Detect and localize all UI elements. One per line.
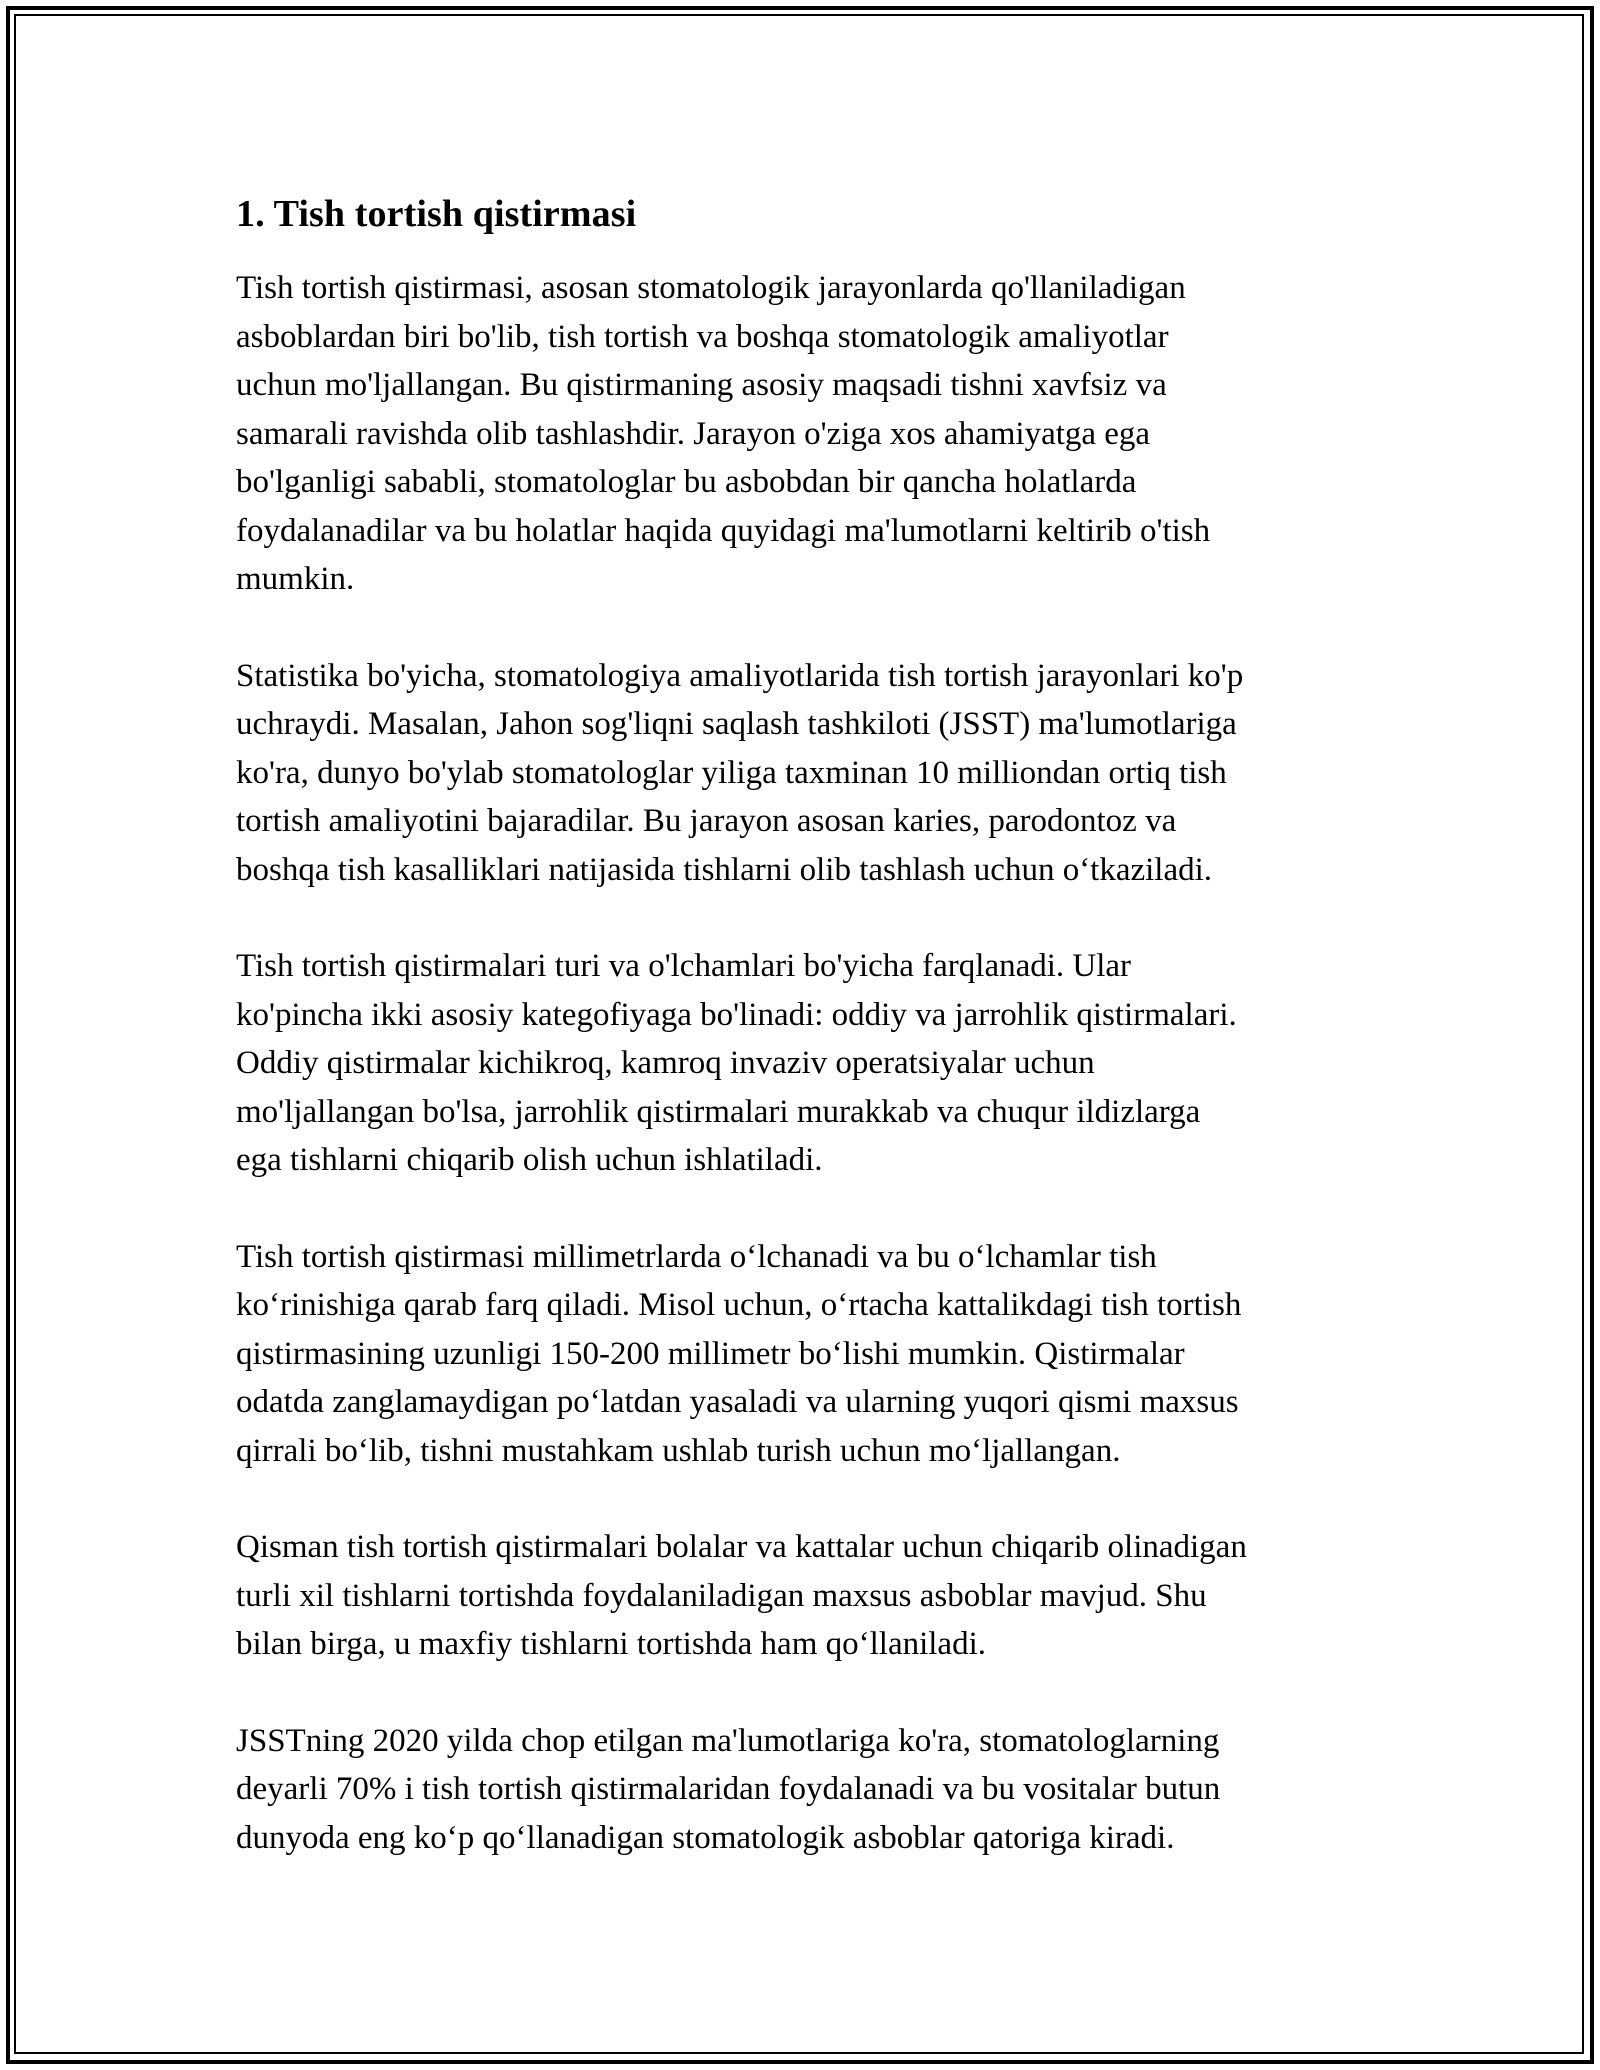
paragraph-line: bo'lganligi sababli, stomatologlar bu asbobdan bir qancha holatlarda <box>236 464 1137 500</box>
section-heading: 1. Tish tortish qistirmasi <box>236 193 637 235</box>
paragraph-line: mo'ljallangan bo'lsa, jarrohlik qistirmalari murakkab va chuqur ildizlarga <box>236 1093 1201 1130</box>
paragraph-line: ko'ra, dunyo bo'ylab stomatologlar yiliga taxminan 10 milliondan ortiq tish <box>236 754 1227 791</box>
paragraph-line: asboblardan biri bo'lib, tish tortish va boshqa stomatologik amaliyotlar <box>236 318 1169 355</box>
paragraph-line: boshqa tish kasalliklari natijasida tishlarni olib tashlash uchun oʻtkaziladi. <box>236 851 1213 888</box>
paragraph-line: uchraydi. Masalan, Jahon sog'liqni saqlash tashkiloti (JSST) ma'lumotlariga <box>236 706 1237 742</box>
paragraph-line: qirrali boʻlib, tishni mustahkam ushlab turish uchun moʻljallangan. <box>236 1432 1121 1469</box>
paragraph-line: foydalanadilar va bu holatlar haqida quyidagi ma'lumotlarni keltirib o'tish <box>236 512 1211 549</box>
paragraph <box>236 942 1366 1185</box>
paragraph <box>236 1523 1366 1669</box>
paragraph-line: dunyoda eng koʻp qoʻllanadigan stomatologik asboblar qatoriga kiradi. <box>236 1819 1175 1856</box>
paragraph-line: Statistika bo'yicha, stomatologiya amaliyotlarida tish tortish jarayonlari ko'p <box>236 657 1244 694</box>
paragraph <box>236 1717 1366 1863</box>
paragraph-line: qistirmasining uzunligi 150-200 millimetr boʻlishi mumkin. Qistirmalar <box>236 1335 1185 1372</box>
paragraph-line: Tish tortish qistirmalari turi va o'lchamlari bo'yicha farqlanadi. Ular <box>236 948 1132 984</box>
paragraph <box>236 1233 1366 1476</box>
document-body <box>236 188 1366 1910</box>
paragraph-line: Qisman tish tortish qistirmalari bolalar va kattalar uchun chiqarib olinadigan <box>236 1529 1247 1565</box>
paragraph-line: tortish amaliyotini bajaradilar. Bu jarayon asosan karies, parodontoz va <box>236 803 1177 839</box>
paragraph-line: Oddiy qistirmalar kichikroq, kamroq invaziv operatsiyalar uchun <box>236 1045 1095 1081</box>
paragraph-line: koʻrinishiga qarab farq qiladi. Misol uchun, oʻrtacha kattalikdagi tish tortish <box>236 1287 1242 1323</box>
paragraph-line: turli xil tishlarni tortishda foydalaniladigan maxsus asboblar mavjud. Shu <box>236 1577 1207 1614</box>
paragraph-line: samarali ravishda olib tashlashdir. Jarayon o'ziga xos ahamiyatga ega <box>236 415 1151 452</box>
paragraph-line: mumkin. <box>236 561 355 597</box>
paragraph-line: uchun mo'ljallangan. Bu qistirmaning asosiy maqsadi tishni xavfsiz va <box>236 367 1167 403</box>
paragraph <box>236 652 1366 895</box>
paragraph-line: deyarli 70% i tish tortish qistirmalaridan foydalanadi va bu vositalar butun <box>236 1771 1221 1807</box>
paragraph-line: JSSTning 2020 yilda chop etilgan ma'lumotlariga ko'ra, stomatologlarning <box>236 1722 1220 1759</box>
paragraph-line: ko'pincha ikki asosiy kategofiyaga bo'linadi: oddiy va jarrohlik qistirmalari. <box>236 996 1237 1033</box>
paragraph-line: odatda zanglamaydigan poʻlatdan yasaladi va ularning yuqori qismi maxsus <box>236 1384 1239 1420</box>
paragraph-list <box>236 264 1366 1862</box>
paragraph <box>236 264 1366 604</box>
paragraph-line: Tish tortish qistirmasi, asosan stomatologik jarayonlarda qo'llaniladigan <box>236 270 1186 306</box>
paragraph-line: Tish tortish qistirmasi millimetrlarda oʻlchanadi va bu oʻlchamlar tish <box>236 1238 1157 1275</box>
paragraph-line: ega tishlarni chiqarib olish uchun ishlatiladi. <box>236 1142 823 1178</box>
paragraph-line: bilan birga, u maxfiy tishlarni tortishda ham qoʻllaniladi. <box>236 1626 986 1662</box>
